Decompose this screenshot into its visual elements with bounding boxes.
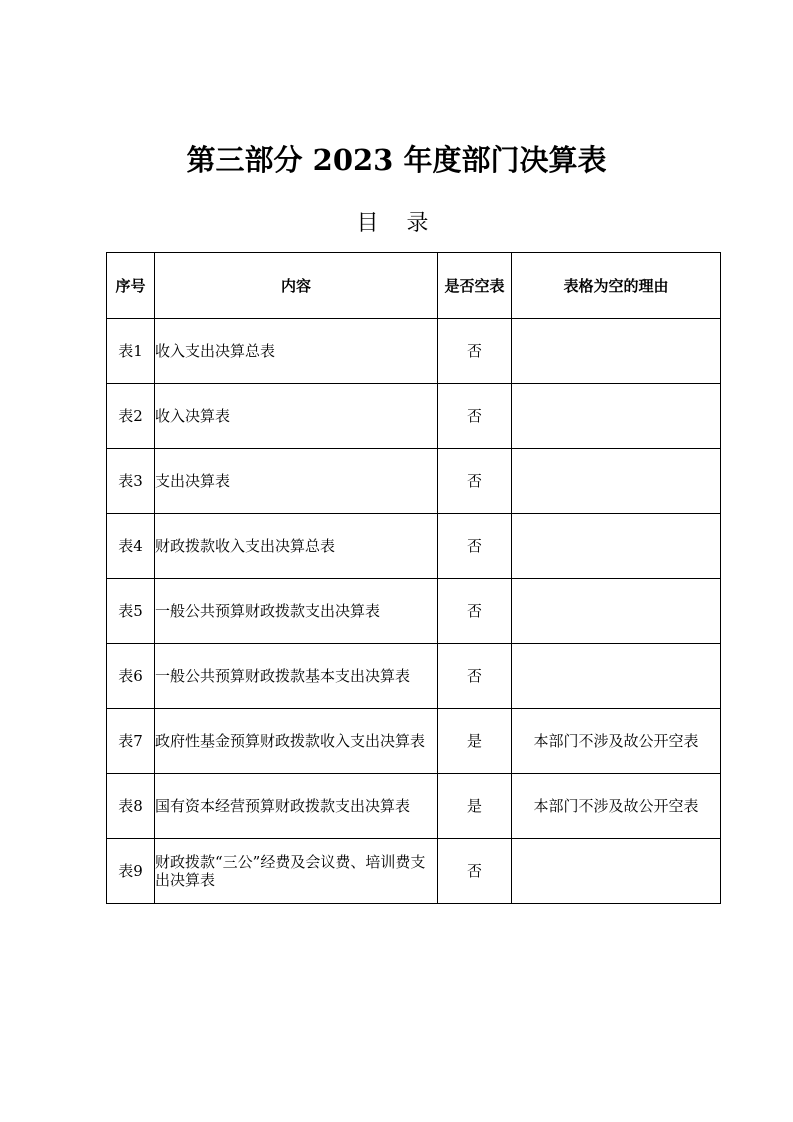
toc-heading: 目录 (356, 211, 457, 236)
row-content: 一般公共预算财政拨款基本支出决算表 (155, 644, 438, 709)
row-reason (512, 579, 721, 644)
header-reason: 表格为空的理由 (512, 253, 721, 319)
row-content: 一般公共预算财政拨款支出决算表 (155, 579, 438, 644)
page-title: 第三部分 2023 年度部门决算表 (186, 143, 607, 177)
row-no: 表6 (107, 644, 155, 709)
row-is-empty: 否 (438, 839, 512, 904)
row-reason (512, 514, 721, 579)
table-row (107, 319, 721, 384)
row-no: 表8 (107, 774, 155, 839)
header-is-empty: 是否空表 (438, 253, 512, 319)
row-reason (512, 644, 721, 709)
table-row (107, 839, 721, 904)
row-content: 财政拨款“三公”经费及会议费、培训费支出决算表 (155, 839, 438, 904)
row-reason: 本部门不涉及故公开空表 (512, 709, 721, 774)
row-reason (512, 449, 721, 514)
header-no: 序号 (107, 253, 155, 319)
table-header-row (107, 253, 721, 319)
table-row (107, 449, 721, 514)
table-row (107, 644, 721, 709)
row-no: 表3 (107, 449, 155, 514)
toc-table (106, 252, 721, 904)
row-is-empty: 是 (438, 774, 512, 839)
row-content: 收入决算表 (155, 384, 438, 449)
table-row (107, 384, 721, 449)
row-is-empty: 否 (438, 384, 512, 449)
row-no: 表7 (107, 709, 155, 774)
row-reason: 本部门不涉及故公开空表 (512, 774, 721, 839)
row-is-empty: 否 (438, 644, 512, 709)
table-row (107, 774, 721, 839)
row-is-empty: 是 (438, 709, 512, 774)
row-reason (512, 319, 721, 384)
row-no: 表2 (107, 384, 155, 449)
row-content: 国有资本经营预算财政拨款支出决算表 (155, 774, 438, 839)
table-row (107, 709, 721, 774)
row-reason (512, 839, 721, 904)
row-is-empty: 否 (438, 319, 512, 384)
row-content: 收入支出决算总表 (155, 319, 438, 384)
row-is-empty: 否 (438, 579, 512, 644)
row-no: 表1 (107, 319, 155, 384)
row-is-empty: 否 (438, 449, 512, 514)
row-no: 表4 (107, 514, 155, 579)
header-content: 内容 (155, 253, 438, 319)
table-row (107, 514, 721, 579)
row-reason (512, 384, 721, 449)
row-content: 政府性基金预算财政拨款收入支出决算表 (155, 709, 438, 774)
row-no: 表5 (107, 579, 155, 644)
row-content: 财政拨款收入支出决算总表 (155, 514, 438, 579)
row-content: 支出决算表 (155, 449, 438, 514)
table-row (107, 579, 721, 644)
row-no: 表9 (107, 839, 155, 904)
row-is-empty: 否 (438, 514, 512, 579)
